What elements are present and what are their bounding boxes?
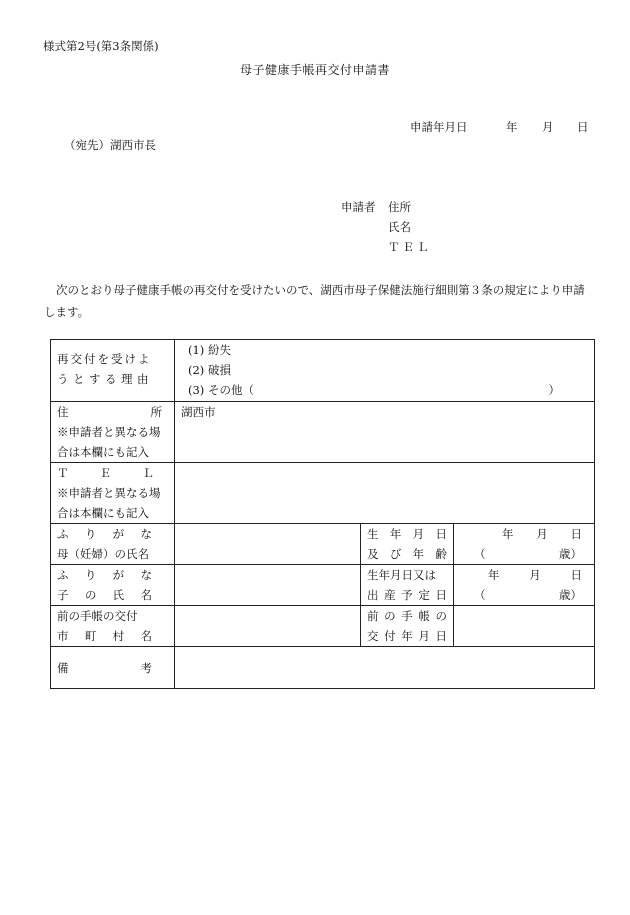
child-label-cell (51, 565, 175, 606)
label-char: 日 (435, 629, 447, 643)
tel-row (51, 463, 595, 524)
address-label-char: 住 (57, 405, 69, 419)
label-char: の (384, 609, 396, 623)
mother-furigana-label (57, 524, 168, 544)
mother-dob-ymd (460, 524, 588, 544)
remarks-label (57, 658, 168, 678)
furigana-char: ふ (57, 527, 69, 541)
address-label (57, 402, 168, 422)
child-row (51, 565, 595, 606)
child-furigana-label (57, 565, 168, 585)
label-char: 考 (140, 660, 152, 675)
reason-label-line2: うとする理由 (57, 372, 153, 386)
child-name-field[interactable] (175, 565, 361, 606)
year-label: 年 (488, 568, 500, 582)
label-char: 前 (367, 609, 379, 623)
applicant-label: 申請者 (341, 200, 376, 214)
label-char: 生 (367, 527, 379, 541)
reason-option-other[interactable] (188, 380, 588, 400)
reason-label-cell (51, 340, 175, 402)
reason-row (51, 340, 595, 402)
reason-option-lost[interactable]: (1) 紛失 (188, 343, 231, 357)
age-close: 歳） (559, 588, 583, 602)
tel-value-field[interactable] (175, 463, 595, 524)
furigana-char: な (140, 527, 152, 541)
age-open: （ (474, 588, 486, 602)
furigana-char: り (84, 568, 97, 582)
date-year-label: 年 (506, 120, 518, 134)
prev-municipality-field[interactable] (175, 606, 361, 647)
tel-label-char: Ｔ (57, 466, 69, 480)
year-label: 年 (502, 527, 514, 541)
mother-dob-label2 (367, 544, 447, 564)
document-title: 母子健康手帳再交付申請書 (239, 63, 390, 77)
label-char: 年 (401, 629, 413, 643)
furigana-char: な (140, 568, 152, 582)
child-dob-ymd (460, 565, 588, 585)
mother-age (460, 544, 588, 564)
label-char: 子 (57, 588, 69, 602)
tel-note-line1: ※申請者と異なる場 (57, 486, 161, 500)
reason-option-damaged[interactable]: (2) 破損 (188, 363, 231, 377)
furigana-char: が (112, 568, 125, 582)
label-char: 名 (140, 629, 152, 643)
label-char: 備 (57, 660, 69, 675)
prev-municipality-label-cell (51, 606, 175, 647)
label-char: 手 (401, 609, 413, 623)
child-dob-field[interactable] (454, 565, 595, 606)
applicant-address-label: 住所 (388, 200, 411, 214)
application-date-label: 申請年月日 (410, 120, 468, 134)
tel-label-char: Ｌ (142, 466, 154, 480)
address-note-line2: 合は本欄にも記入 (57, 445, 149, 459)
address-note-line1: ※申請者と異なる場 (57, 425, 161, 439)
label-char: 町 (84, 629, 97, 643)
prev-issue-date-field[interactable] (454, 606, 595, 647)
addressee: （宛先）湖西市長 (64, 138, 156, 152)
label-char: 定 (418, 588, 430, 602)
furigana-char: り (84, 527, 97, 541)
body-text (44, 279, 594, 323)
remarks-label-cell (51, 647, 175, 689)
address-value: 湖西市 (181, 405, 216, 419)
application-form-table (50, 339, 595, 689)
label-char: 付 (384, 629, 396, 643)
prev-issue-date-label2 (367, 626, 447, 646)
child-dob-label-cell (361, 565, 454, 606)
tel-label-cell (51, 463, 175, 524)
reason-label-line1: 再交付を受けよ (57, 352, 152, 366)
date-month-label: 月 (542, 120, 554, 134)
tel-note-line2: 合は本欄にも記入 (57, 506, 149, 520)
reason-option-other-close: ） (548, 383, 561, 397)
prev-municipality-label2 (57, 626, 168, 646)
label-char: 氏 (112, 588, 125, 602)
label-char: 年 (389, 527, 402, 541)
mother-label-cell (51, 524, 175, 565)
address-label-char: 所 (150, 405, 162, 419)
remarks-row (51, 647, 595, 689)
reason-option-other-label: (3) その他（ (188, 383, 254, 397)
age-open: （ (474, 547, 486, 561)
mother-dob-label-cell (361, 524, 454, 565)
prev-issue-date-label-cell (361, 606, 454, 647)
reason-options-cell[interactable] (175, 340, 595, 402)
tel-label (57, 463, 168, 483)
date-day-label: 日 (577, 120, 589, 134)
month-label: 月 (529, 568, 541, 582)
label-char: び (389, 547, 402, 561)
label-char: の (435, 609, 447, 623)
label-char: の (84, 588, 97, 602)
label-char: 及 (367, 547, 379, 561)
label-char: 市 (57, 629, 69, 643)
mother-name-label: 母（妊婦）の氏名 (57, 547, 149, 561)
furigana-char: ふ (57, 568, 69, 582)
label-char: 村 (112, 629, 125, 643)
child-dob-label2 (367, 585, 447, 605)
age-close: 歳） (559, 547, 583, 561)
child-name-label (57, 585, 168, 605)
mother-row (51, 524, 595, 565)
address-label-cell (51, 402, 175, 463)
tel-label-char: Ｅ (99, 466, 112, 480)
label-char: 交 (367, 629, 379, 643)
label-char: 月 (418, 629, 430, 643)
remarks-field[interactable] (175, 647, 595, 689)
prev-issue-date-label1 (367, 606, 447, 626)
label-char: 予 (401, 588, 413, 602)
mother-name-field[interactable] (175, 524, 361, 565)
form-number: 様式第2号(第3条関係) (43, 39, 159, 53)
label-char: 産 (384, 588, 396, 602)
address-row (51, 402, 595, 463)
label-char: 日 (435, 588, 447, 602)
day-label: 日 (570, 568, 582, 582)
label-char: 齢 (435, 547, 447, 561)
prev-municipality-label1: 前の手帳の交付 (57, 609, 138, 623)
mother-dob-field[interactable] (454, 524, 595, 565)
month-label: 月 (536, 527, 548, 541)
previous-handbook-row (51, 606, 595, 647)
label-char: 出 (367, 588, 379, 602)
applicant-name-label: 氏名 (388, 220, 411, 234)
label-char: 帳 (418, 609, 430, 623)
label-char: 年 (412, 547, 425, 561)
label-char: 月 (412, 527, 425, 541)
day-label: 日 (570, 527, 582, 541)
child-age (460, 585, 588, 605)
mother-dob-label1 (367, 524, 447, 544)
label-char: 名 (140, 588, 152, 602)
address-value-field[interactable] (175, 402, 595, 463)
label-char: 日 (435, 527, 447, 541)
child-dob-label1: 生年月日又は (367, 568, 436, 582)
furigana-char: が (112, 527, 125, 541)
applicant-tel-label: ＴＥＬ (388, 240, 432, 254)
body-sentence: 次のとおり母子健康手帳の再交付を受けたいので、湖西市母子保健法施行細則第３条の規定により申請します。 (44, 283, 585, 319)
